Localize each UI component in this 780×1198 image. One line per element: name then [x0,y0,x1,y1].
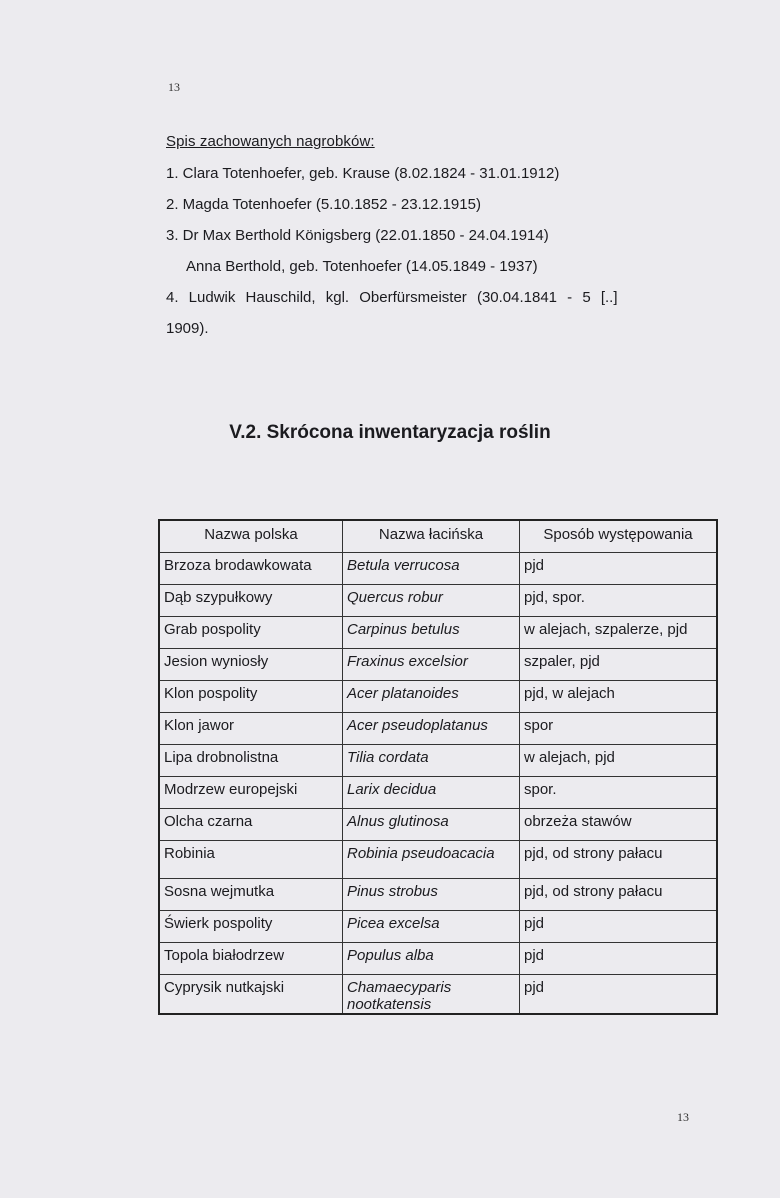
cell-polish-name: Grab pospolity [159,616,343,648]
table-header-row [159,520,717,552]
cell-polish-name: Topola białodrzew [159,942,343,974]
page-number-bottom: 13 [677,1110,689,1124]
cell-occurrence: szpaler, pjd [520,648,718,680]
cell-occurrence: pjd, w alejach [520,680,718,712]
cell-latin-name: Alnus glutinosa [343,808,520,840]
table-row [159,584,717,616]
page-number-top: 13 [168,80,180,94]
cell-occurrence: pjd, od strony pałacu [520,840,718,878]
tombstone-list [166,164,706,350]
table-row [159,552,717,584]
cell-latin-name: Chamaecyparis nootkatensis [343,974,520,1014]
list-item: 1. Clara Totenhoefer, geb. Krause (8.02.1824 - 31.01.1912) [166,165,560,182]
cell-polish-name: Modrzew europejski [159,776,343,808]
column-header-polish-name: Nazwa polska [159,520,343,552]
cell-occurrence: pjd, spor. [520,584,718,616]
cell-latin-name: Acer platanoides [343,680,520,712]
cell-latin-name: Fraxinus excelsior [343,648,520,680]
table-row [159,616,717,648]
table-row [159,744,717,776]
cell-polish-name: Sosna wejmutka [159,878,343,910]
cell-occurrence: spor. [520,776,718,808]
tombstone-list-heading: Spis zachowanych nagrobków: [166,133,375,150]
table-row [159,648,717,680]
cell-latin-name: Carpinus betulus [343,616,520,648]
cell-latin-name: Robinia pseudoacacia [343,840,520,878]
cell-latin-name: Quercus robur [343,584,520,616]
table-row [159,942,717,974]
table-row [159,974,717,1014]
cell-polish-name: Klon jawor [159,712,343,744]
cell-polish-name: Cyprysik nutkajski [159,974,343,1014]
cell-polish-name: Świerk pospolity [159,910,343,942]
cell-latin-name: Populus alba [343,942,520,974]
cell-polish-name: Klon pospolity [159,680,343,712]
cell-polish-name: Olcha czarna [159,808,343,840]
cell-latin-name: Tilia cordata [343,744,520,776]
cell-occurrence: obrzeża stawów [520,808,718,840]
cell-latin-name: Larix decidua [343,776,520,808]
table-row [159,808,717,840]
cell-occurrence: pjd [520,910,718,942]
cell-latin-name: Picea excelsa [343,910,520,942]
cell-latin-name: Acer pseudoplatanus [343,712,520,744]
table-row [159,712,717,744]
cell-occurrence: w alejach, pjd [520,744,718,776]
list-item: 1909). [166,320,209,337]
cell-occurrence: spor [520,712,718,744]
section-title: V.2. Skrócona inwentaryzacja roślin [229,422,551,443]
table-row [159,878,717,910]
cell-polish-name: Robinia [159,840,343,878]
cell-occurrence: pjd, od strony pałacu [520,878,718,910]
table-row [159,776,717,808]
cell-occurrence: pjd [520,974,718,1014]
plant-inventory-table [158,519,718,1015]
table-row [159,910,717,942]
list-item: 3. Dr Max Berthold Königsberg (22.01.1850 - 24.04.1914) [166,227,549,244]
cell-latin-name: Betula verrucosa [343,552,520,584]
cell-polish-name: Lipa drobnolistna [159,744,343,776]
cell-latin-name: Pinus strobus [343,878,520,910]
column-header-occurrence: Sposób występowania [520,520,718,552]
cell-occurrence: w alejach, szpalerze, pjd [520,616,718,648]
list-item: 2. Magda Totenhoefer (5.10.1852 - 23.12.1915) [166,196,481,213]
cell-occurrence: pjd [520,552,718,584]
list-item: Anna Berthold, geb. Totenhoefer (14.05.1849 - 1937) [186,258,538,275]
cell-polish-name: Brzoza brodawkowata [159,552,343,584]
cell-polish-name: Dąb szypułkowy [159,584,343,616]
cell-occurrence: pjd [520,942,718,974]
table-row [159,680,717,712]
list-item: 4. Ludwik Hauschild, kgl. Oberfürsmeister (30.04.1841 - 5 [..] [166,289,618,306]
table-row [159,840,717,878]
column-header-latin-name: Nazwa łacińska [343,520,520,552]
cell-polish-name: Jesion wyniosły [159,648,343,680]
